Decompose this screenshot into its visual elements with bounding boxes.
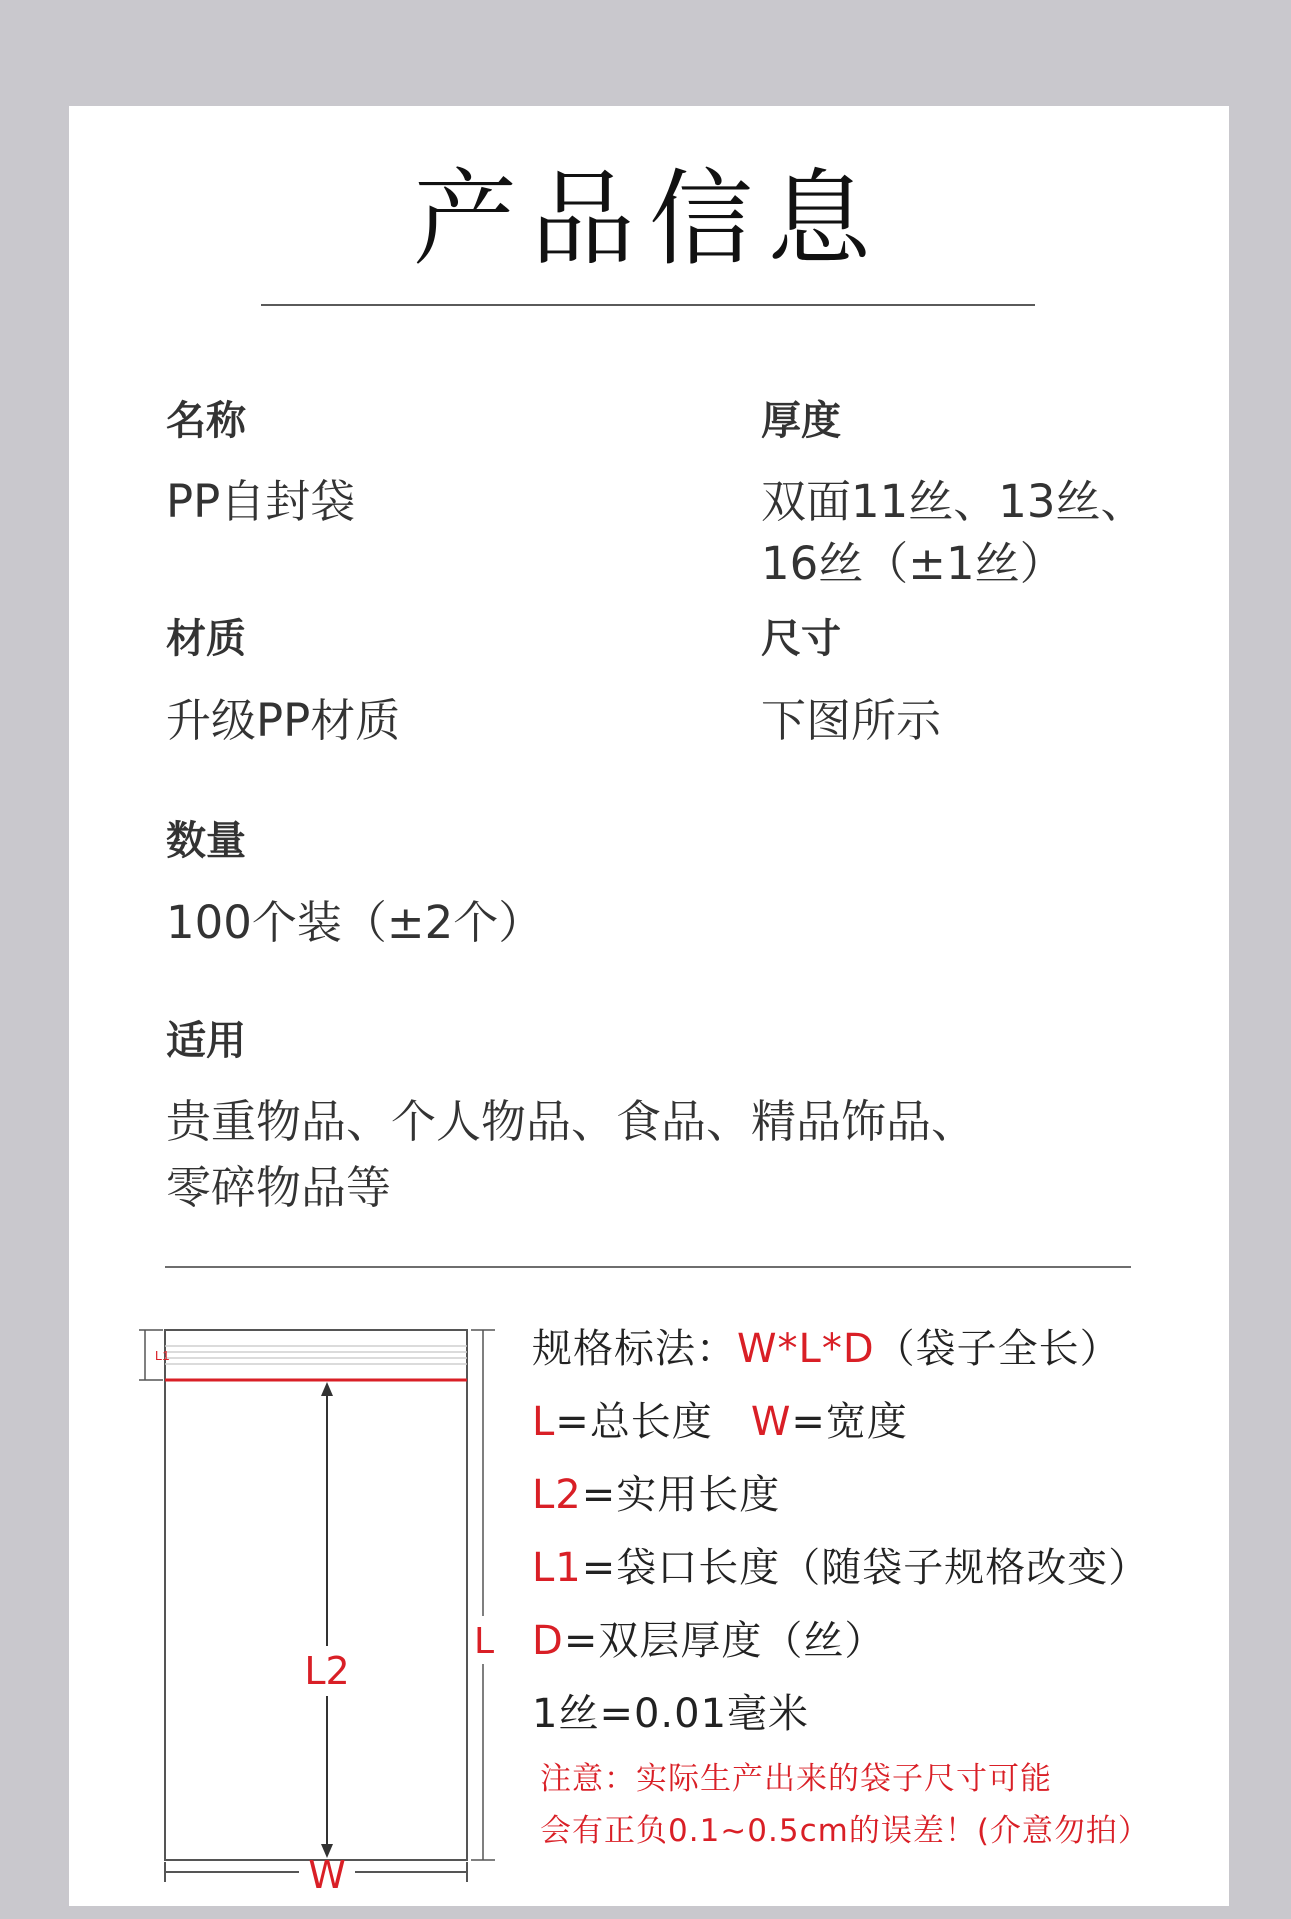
quantity-label: 数量 xyxy=(166,818,246,864)
spec-l-text: =总长度 xyxy=(555,1399,713,1445)
spec-line-unit: 1丝=0.01毫米 xyxy=(532,1691,810,1737)
size-value: 下图所示 xyxy=(761,694,942,747)
spec-d-text: =双层厚度（丝） xyxy=(563,1618,886,1664)
spec-line-d xyxy=(532,1616,885,1666)
w-label: W xyxy=(308,1853,346,1896)
usage-label: 适用 xyxy=(166,1018,246,1064)
material-value: 升级PP材质 xyxy=(166,694,401,747)
spec-l1-text: =袋口长度（随袋子规格改变） xyxy=(581,1545,1150,1591)
thickness-value-line2: 16丝（±1丝） xyxy=(761,537,1065,590)
spec-line-length-width xyxy=(532,1397,908,1447)
thickness-label: 厚度 xyxy=(761,398,841,444)
product-info-card xyxy=(69,106,1229,1906)
name-label: 名称 xyxy=(166,398,246,444)
usage-value-line2: 零碎物品等 xyxy=(166,1161,392,1214)
title-underline xyxy=(261,304,1035,306)
note-line1: 注意：实际生产出来的袋子尺寸可能 xyxy=(540,1761,1052,1797)
spec-d-key: D xyxy=(532,1618,564,1664)
size-label: 尺寸 xyxy=(761,616,841,662)
usage-value-line1: 贵重物品、个人物品、食品、精品饰品、 xyxy=(166,1095,977,1148)
spec-line-format xyxy=(532,1324,1121,1374)
l2-label: L2 xyxy=(304,1649,350,1693)
spec-l1-key: L1 xyxy=(532,1545,582,1591)
spec-l2-text: =实用长度 xyxy=(581,1472,781,1518)
name-value: PP自封袋 xyxy=(166,475,356,528)
bag-dimension-diagram xyxy=(139,1316,499,1896)
section-divider xyxy=(165,1266,1131,1268)
spec-l2-key: L2 xyxy=(532,1472,582,1518)
bag-outline xyxy=(165,1330,467,1860)
note-line2: 会有正负0.1~0.5cm的误差！(介意勿拍） xyxy=(540,1813,1150,1849)
spec-format-prefix: 规格标法： xyxy=(532,1326,737,1372)
spec-line-l1 xyxy=(532,1543,1149,1593)
spec-line-l2 xyxy=(532,1470,780,1520)
quantity-value: 100个装（±2个） xyxy=(166,896,544,949)
l-label: L xyxy=(473,1621,495,1662)
page-title: 产品信息 xyxy=(412,158,885,280)
l1-label: L1 xyxy=(155,1348,170,1363)
spec-format-formula: W*L*D xyxy=(737,1326,875,1372)
thickness-value-line1: 双面11丝、13丝、 xyxy=(761,475,1146,528)
spec-l-key: L xyxy=(532,1399,556,1445)
spec-format-suffix: （袋子全长） xyxy=(874,1326,1121,1372)
spec-w-text: =宽度 xyxy=(791,1399,908,1445)
material-label: 材质 xyxy=(166,616,246,662)
spec-w-key: W xyxy=(750,1399,792,1445)
